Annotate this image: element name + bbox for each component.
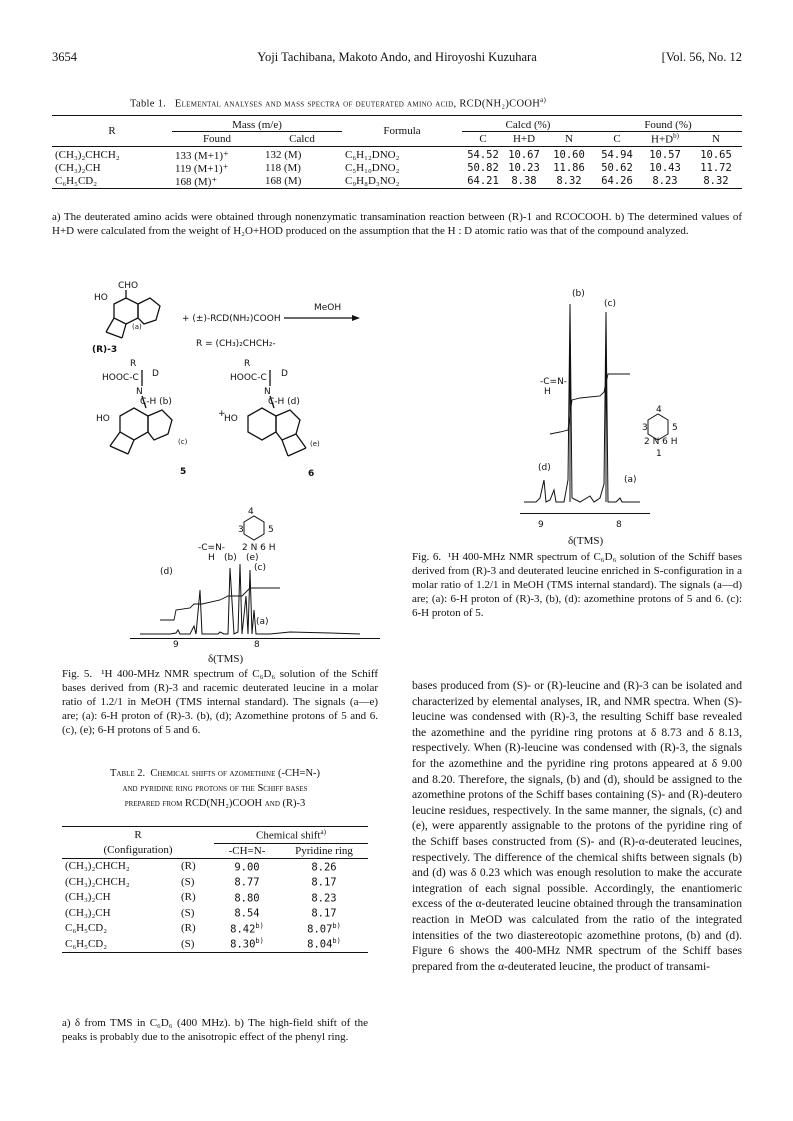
t1-head-fc: C [594, 132, 640, 147]
scheme-reagent: + (±)-RCD(NH₂)COOH [182, 314, 281, 324]
table2-row [62, 874, 368, 890]
table1-row [52, 175, 742, 189]
t2-cell-pyr: 8.07$^{b)}$ [307, 921, 341, 936]
svg-text:(e): (e) [310, 440, 320, 448]
t1-head-fhd: $H+D^{b)}$ [640, 132, 690, 147]
svg-text:D: D [281, 369, 288, 379]
fig6-nmr-spectrum [520, 284, 700, 514]
fig6-sig-a: (a) [624, 475, 637, 485]
t1-cell-fhd: 8.23 [652, 175, 678, 188]
t1-cell-calcd: 118 (M) [265, 162, 301, 175]
t1-cell-formula: C₅H₁₀DNO₂ [345, 162, 400, 175]
t1-cell-r: C₆H₅CD₂ [55, 175, 98, 188]
t1-cell-fhd: 10.57 [649, 149, 681, 162]
t1-head-hd: H+D [504, 132, 544, 147]
table2-row [62, 921, 368, 937]
t2-cell-ch: 8.77 [234, 876, 260, 889]
t1-cell-found: 133 (M+1)⁺ [175, 149, 229, 162]
compound-5-label: 5 [180, 467, 187, 477]
t1-head-r: R [108, 124, 116, 137]
svg-text:1: 1 [656, 449, 662, 459]
fig5-spectrum-trace [140, 564, 360, 634]
fig5-axis-line [130, 638, 380, 639]
fig5-integral-trace [160, 588, 280, 620]
t1-cell-fc: 64.26 [601, 175, 633, 188]
t1-cell-fn: 11.72 [700, 162, 732, 175]
svg-text:H: H [208, 553, 215, 563]
fig5-tick-9: 9 [173, 640, 179, 650]
t1-head-c: C [462, 132, 504, 147]
t1-cell-fn: 8.32 [703, 175, 729, 188]
svg-text:H: H [544, 387, 551, 397]
fig5-sig-d: (d) [160, 567, 173, 577]
fig6-sig-b: (b) [572, 289, 585, 299]
t2-head-config: (Configuration) [103, 844, 173, 857]
svg-text:4: 4 [656, 405, 662, 415]
table1-row [52, 162, 742, 175]
fig5-sig-c: (c) [254, 563, 266, 573]
t2-cell-ch: 8.30$^{b)}$ [230, 937, 264, 951]
table2-row [62, 890, 368, 906]
fig5-tick-8: 8 [254, 640, 260, 650]
table2-row [62, 858, 368, 874]
compound-6-label: 6 [308, 469, 315, 479]
t1-cell-fn: 10.65 [700, 149, 732, 162]
t2-head-pyr: Pyridine ring [280, 843, 368, 858]
t2-cell-r: (CH₃)₂CHCH₂ [65, 860, 130, 873]
t1-cell-n: 10.60 [553, 149, 585, 162]
t1-cell-formula: C₉H₈D₃NO₂ [345, 175, 400, 188]
scheme-hooc-6: HOOC-C [230, 373, 267, 383]
fig6-axis-label: δ(TMS) [568, 535, 604, 547]
t1-cell-found: 119 (M+1)⁺ [175, 162, 229, 175]
t2-cell-ch: 8.80 [234, 892, 260, 905]
t1-cell-calcd: 168 (M) [265, 175, 302, 188]
t1-head-found-pct: Found (%) [644, 119, 692, 131]
fig6-caption: Fig. 6. ¹H 400-MHz NMR spectrum of C₆D₆ solution of the Schiff bases derived from (R)-3 and deuterated leucine enriched in S-configuration in a molar ratio of 1.2/1 in MeOH (TMS internal standard). The signals (a—d) are; (a): 6-H proton of (R)-3, (b), (d): azomethine protons of 5 and 6. (c): 6-H proton of 5. [412, 551, 742, 619]
svg-text:N: N [136, 387, 143, 397]
t2-cell-pyr: 8.23 [311, 892, 337, 905]
svg-text:3: 3 [642, 423, 648, 433]
volume-info: [Vol. 56, No. 12 [661, 50, 742, 64]
t1-cell-fhd: 10.43 [649, 162, 681, 175]
table1-label: Table 1. [130, 98, 167, 110]
svg-text:N: N [264, 387, 271, 397]
svg-text:4: 4 [248, 507, 254, 517]
t1-cell-hd: 8.38 [511, 175, 537, 188]
table2-row [62, 936, 368, 952]
table2-footnote: a) δ from TMS in C₆D₆ (400 MHz). b) The high-field shift of the peaks is probably due to the anisotropic effect of the phenyl ring. [62, 1017, 368, 1043]
svg-text:5: 5 [672, 423, 678, 433]
t1-cell-n: 8.32 [556, 175, 582, 188]
scheme-ch-d: C-H (d) [268, 397, 300, 407]
t1-head-formula: Formula [383, 124, 421, 137]
fig6-tick-8: 8 [616, 520, 622, 530]
svg-text:D: D [152, 369, 159, 379]
svg-text:+: + [218, 409, 226, 419]
t1-cell-hd: 10.67 [508, 149, 540, 162]
t2-cell-cfg: (S) [181, 937, 195, 950]
scheme-r3: (R)-3 [92, 345, 118, 355]
t2-cell-pyr: 8.17 [311, 876, 337, 889]
svg-text:(c): (c) [178, 438, 188, 446]
t2-cell-pyr: 8.17 [311, 907, 337, 920]
t2-cell-ch: 9.00 [234, 861, 260, 874]
t1-head-n: N [544, 132, 594, 147]
scheme-hooc-5: HOOC-C [102, 373, 139, 383]
t2-cell-ch: 8.42$^{b)}$ [230, 921, 264, 936]
fig6-azomethine: -C=N- [540, 377, 568, 387]
fig5-sig-e: (e) [246, 553, 259, 563]
fig5-sig-a: (a) [256, 617, 269, 627]
t2-cell-cfg: (S) [181, 875, 195, 888]
svg-text:2 N 6 H: 2 N 6 H [242, 543, 276, 553]
scheme-a: (a) [132, 323, 142, 331]
page-number: 3654 [52, 50, 77, 64]
reaction-scheme [84, 276, 374, 482]
t1-head-found: Found [172, 132, 262, 147]
t2-cell-cfg: (R) [181, 922, 196, 935]
t2-cell-r: C₆H₅CD₂ [65, 937, 108, 950]
fig5-sig-b: (b) [224, 553, 237, 563]
t1-cell-r: (CH₃)₂CHCH₂ [55, 149, 120, 162]
fig6-sig-d: (d) [538, 463, 551, 473]
t2-cell-ch: 8.54 [234, 907, 260, 920]
t1-cell-n: 11.86 [553, 162, 585, 175]
t2-cell-pyr: 8.26 [311, 861, 337, 874]
t2-cell-r: (CH₃)₂CH [65, 906, 111, 919]
fig5-axis-label: δ(TMS) [208, 653, 244, 665]
t1-cell-c: 64.21 [467, 175, 499, 188]
t1-head-calcd-pct: Calcd (%) [505, 119, 551, 131]
table2-row [62, 905, 368, 921]
table1-row [52, 146, 742, 162]
t2-head-r: R [134, 829, 142, 842]
scheme-solvent: MeOH [314, 303, 342, 313]
t2-cell-r: (CH₃)₂CH [65, 891, 111, 904]
fig6-sig-c: (c) [604, 299, 616, 309]
t2-cell-cfg: (S) [181, 906, 195, 919]
table2-caption: Table 2. Chemical shifts of azomethine (-CH=N-) and pyridine ring protons of the Schiff bases prepared from RCD(NH₂)COOH and (R)-3 [109, 768, 321, 809]
body-paragraph: bases produced from (S)- or (R)-leucine and (R)-3 can be isolated and characterized by elemental analyses, IR, and NMR spectra. When (S)-leucine was condensed with (R)-3, the resulting Schiff base revealed the azomethine and the pyridine ring protons at δ 8.73 and δ 8.13, respectively. When (R)-leucine was condensed with (R)-3, the signals for the azomethine and the pyridine ring protons appeared at δ 9.00 and 8.20. Therefore, the signals, (b) and (d), should be assigned to the azomethine protons of the Schiff bases containing (S)- and (R)-deutero leucine residues, respectively. In the same manner, the signals, (c) and (e), were apparently assignable to the protons of the pyridine ring of the Schiff bases constructed from (S)- and (R)-α-deuterated leucines, respectively. The difference of the chemical shifts between signals (b) and (d) was δ 0.23 which was enough resolution to make the accurate integration of each signal possible. Accordingly, the enantiomeric excess of the α-deuterated leucine obtained through the transamination reaction in MeOD was calculated from the ratio of the integrated intensities of the two diastereotopic azomethine protons, (b) and (d). Figure 6 shows the 400-MHz NMR spectrum of the Schiff bases prepared from the α-deuterated leucine, the product of transami- [412, 679, 742, 973]
table1-caption [130, 96, 546, 110]
t1-cell-hd: 10.23 [508, 162, 540, 175]
scheme-ch-b: C-H (b) [140, 397, 172, 407]
author-line: Yoji Tachibana, Makoto Ando, and Hiroyoshi Kuzuhara [257, 50, 537, 64]
fig6-axis-line [520, 513, 650, 514]
t1-cell-formula: C₆H₁₂DNO₂ [345, 149, 400, 162]
t1-cell-found: 168 (M)⁺ [175, 175, 218, 188]
t1-head-mass: Mass (m/e) [232, 119, 282, 131]
svg-text:R: R [130, 359, 137, 369]
t2-cell-r: (CH₃)₂CHCH₂ [65, 875, 130, 888]
t2-head-shift: Chemical shift$^{a)}$ [256, 828, 326, 842]
svg-text:R: R [244, 359, 251, 369]
t1-cell-c: 54.52 [467, 149, 499, 162]
t1-cell-c: 50.82 [467, 162, 499, 175]
t2-cell-cfg: (R) [181, 891, 196, 904]
svg-text:HO: HO [96, 414, 110, 424]
fig6-tick-9: 9 [538, 520, 544, 530]
table1-title: Elemental analyses and mass spectra of deuterated amino acid, RCD(NH₂)COOH [174, 98, 541, 110]
table2 [62, 826, 368, 953]
t2-cell-r: C₆H₅CD₂ [65, 922, 108, 935]
svg-text:2 N 6 H: 2 N 6 H [644, 437, 678, 447]
scheme-r-def: R = (CH₃)₂CHCH₂- [196, 339, 276, 349]
t2-head-ch: -CH=N- [214, 843, 280, 858]
t1-head-fn: N [690, 132, 742, 147]
t1-cell-fc: 54.94 [601, 149, 633, 162]
fig5-nmr-spectrum [130, 500, 380, 640]
table1-footnote: a) The deuterated amino acids were obtained through nonenzymatic transamination reaction between (R)-1 and RCOCOOH. b) The determined values of H+D were calculated from the weight of H₂O+HOD produced on the assumption that the H : D atomic ratio was that of the compound analyzed. [52, 211, 742, 237]
t2-cell-pyr: 8.04$^{b)}$ [307, 937, 341, 951]
scheme-cho: CHO [118, 281, 139, 291]
table1-title-sup: a) [540, 96, 547, 104]
t1-cell-r: (CH₃)₂CH [55, 162, 101, 175]
scheme-ho: HO [94, 293, 108, 303]
table1 [52, 115, 742, 189]
fig5-caption: Fig. 5. ¹H 400-MHz NMR spectrum of C₆D₆ solution of the Schiff bases derived from (R)-3 and racemic deuterated leucine in a molar ratio of 1.2/1 in MeOH (TMS internal standard). The signals (a—e) are; (a): 6-H proton of (R)-3. (b), (d); Azomethine protons of 5 and 6. (c), (e); 6-H protons of 5 and 6. [62, 668, 378, 736]
fig5-azomethine: -C=N- [198, 543, 226, 553]
t1-head-calcd: Calcd [262, 132, 342, 147]
t1-cell-calcd: 132 (M) [265, 149, 302, 162]
svg-text:3: 3 [238, 525, 244, 535]
svg-text:HO: HO [224, 414, 238, 424]
svg-text:5: 5 [268, 525, 274, 535]
t2-cell-cfg: (R) [181, 860, 196, 873]
t1-cell-fc: 50.62 [601, 162, 633, 175]
